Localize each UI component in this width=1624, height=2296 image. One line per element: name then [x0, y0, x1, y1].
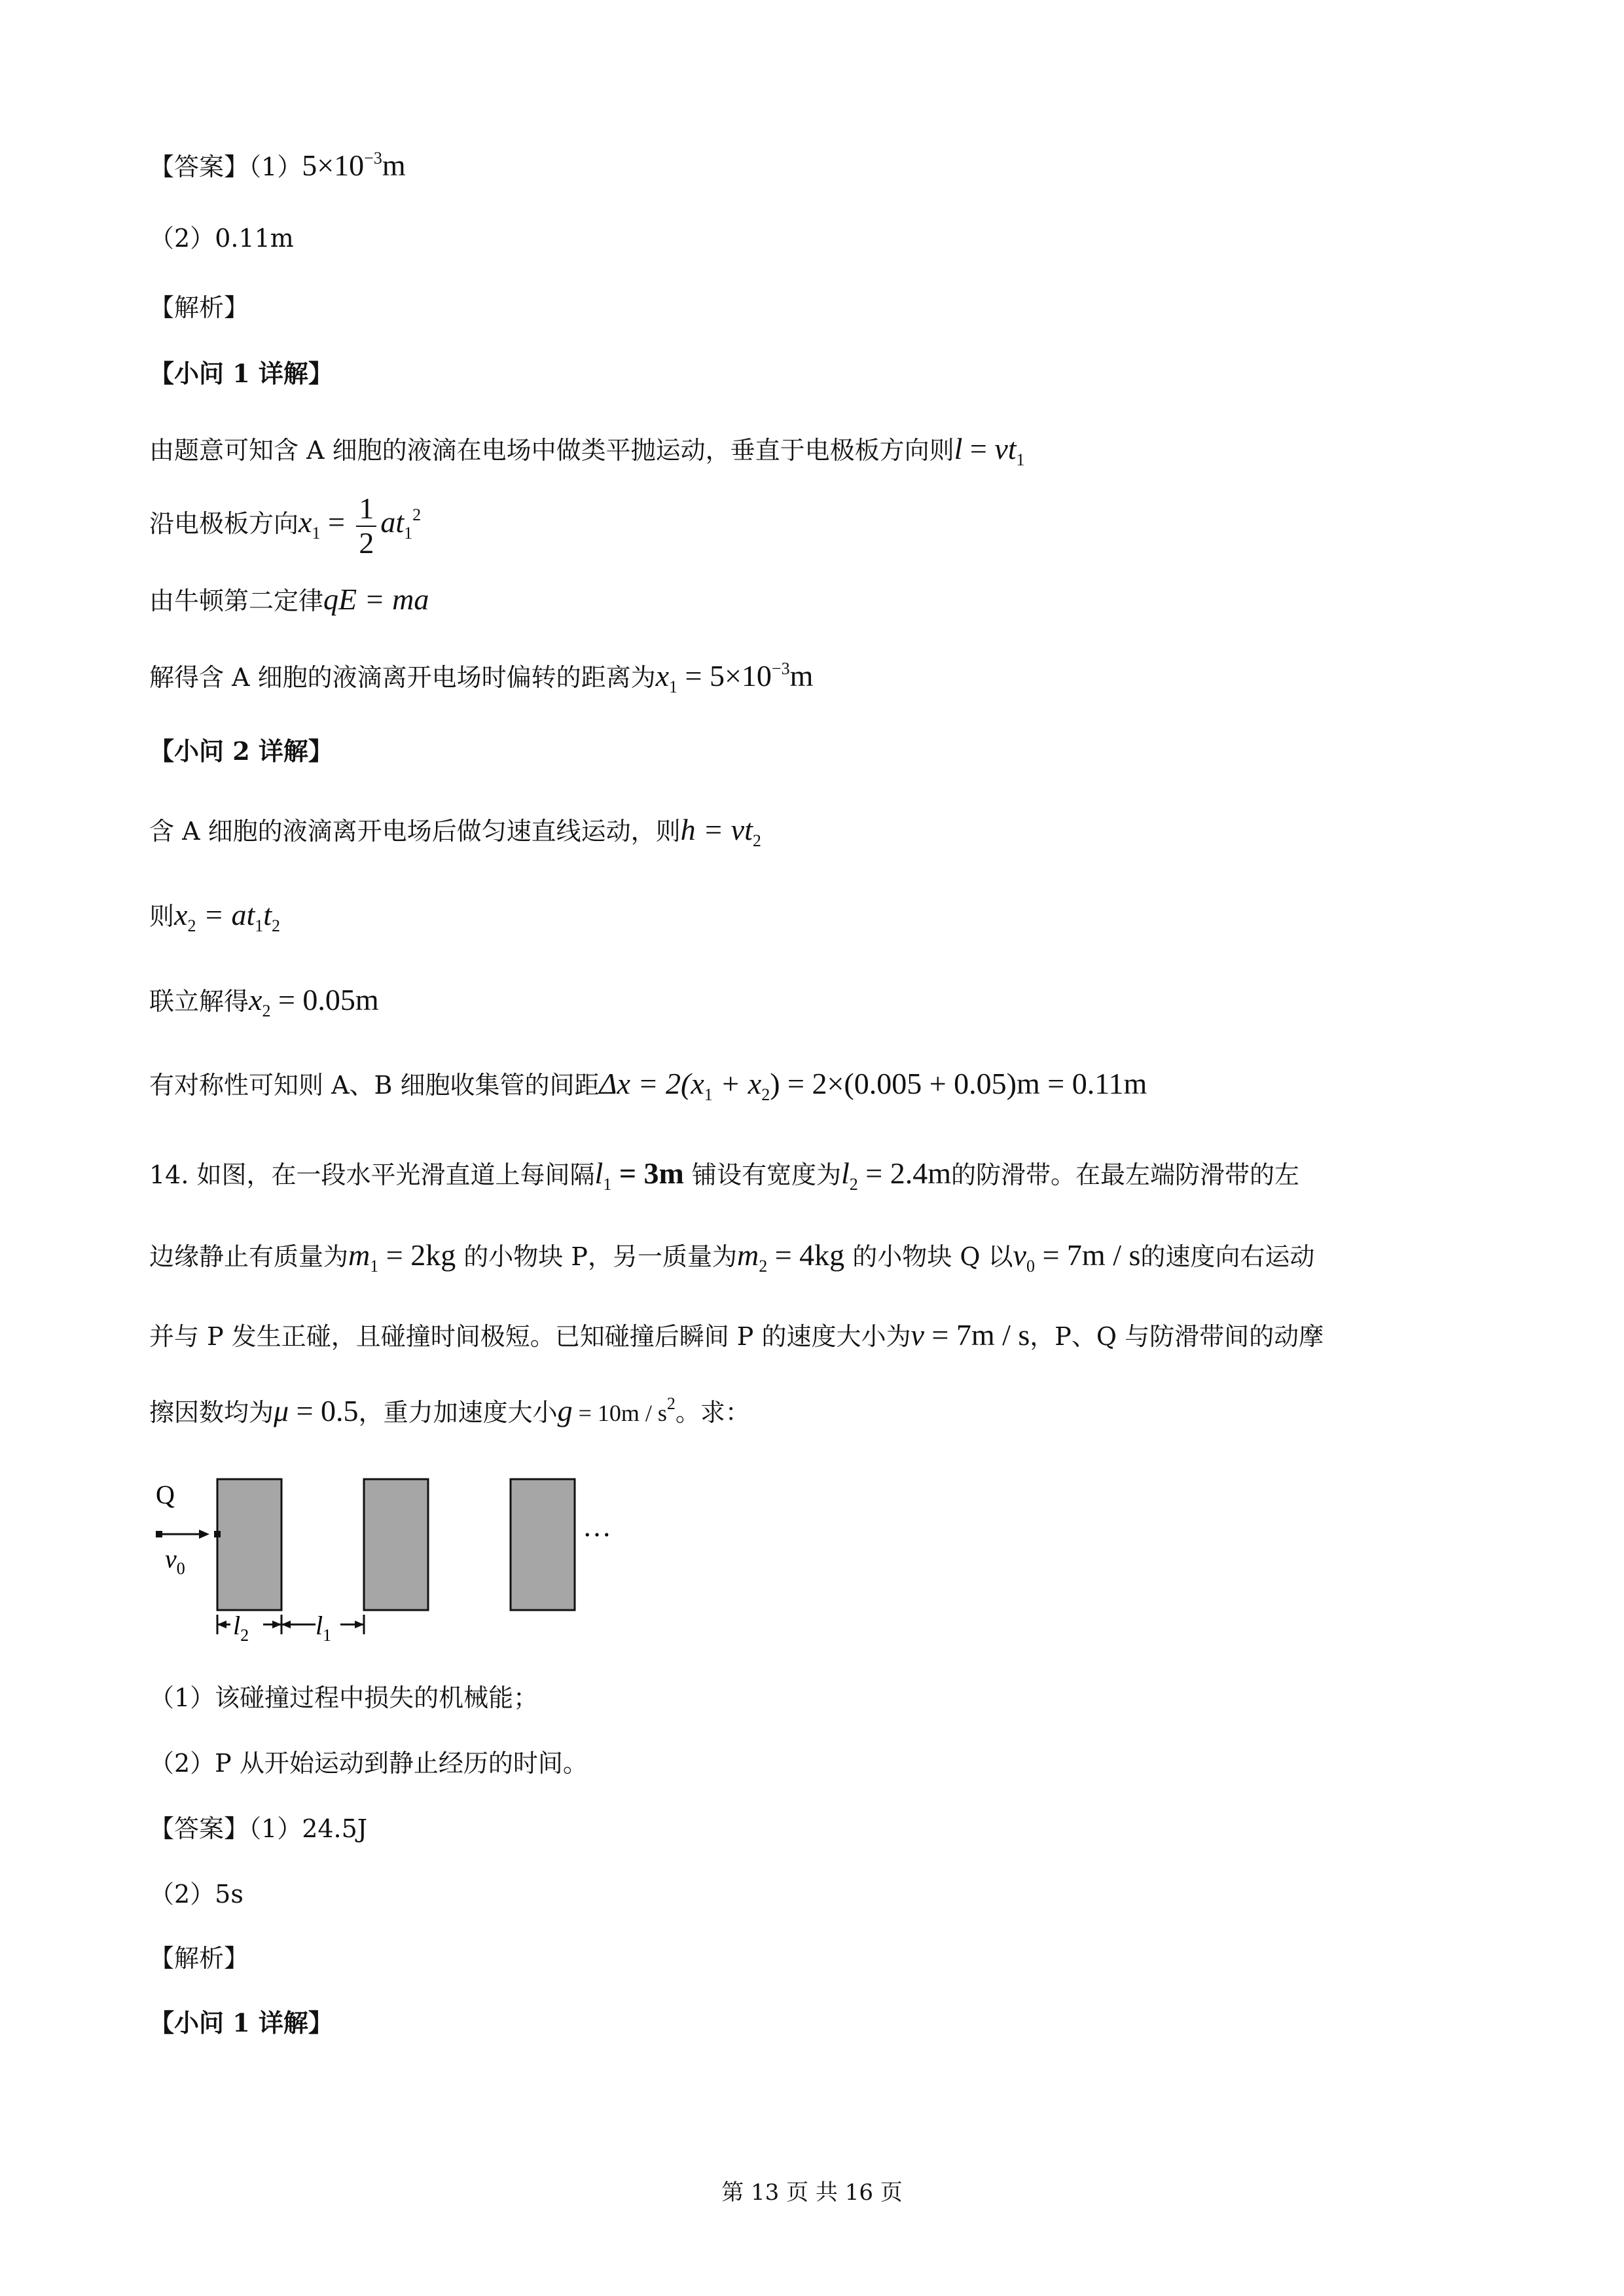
subquestion-2-heading: 【小问 2 详解】 [149, 736, 333, 766]
velocity-arrow-head [199, 1530, 209, 1539]
question-number: 14. [149, 1160, 189, 1189]
q14-line-4: 擦因数均为μ = 0.5，重力加速度大小$g = 10m / s^2$。求： [149, 1394, 750, 1427]
dim-l2-left-head [217, 1621, 226, 1628]
answer-line-1: 【答案】$(1)5\times 10^{-3}m$ [149, 149, 406, 182]
ellipsis: … [583, 1511, 611, 1543]
friction-strip-3 [511, 1479, 575, 1610]
fraction-one-half: $\frac{1}{2}$ [356, 492, 376, 560]
q14-subquestion-1-heading: 【小问 1 详解】 [149, 2008, 333, 2037]
solution-line-3: 由牛顿第二定律qE = ma [149, 583, 429, 616]
q14-ask-2: （2）P 从开始运动到静止经历的时间。 [149, 1749, 588, 1778]
dim-l1-right-head [355, 1621, 364, 1628]
block-p [214, 1531, 221, 1537]
q14-line-1: 14. 如图，在一段水平光滑直道上每间隔$l_1 = 3m$ 铺设有宽度为$l_2 = 2.4m$的防滑带。在最左端防滑带的左 [149, 1157, 1299, 1194]
solution-line-8: 有对称性可知则 A、B 细胞收集管的间距$\Delta x = 2(x_1 + x_2) = 2\times(0.005 + 0.05)m = 0.11m$ [149, 1067, 1147, 1104]
analysis-label: 【解析】 [149, 293, 249, 322]
q14-analysis-label: 【解析】 [149, 1944, 249, 1973]
friction-strip-2 [364, 1479, 428, 1610]
label-q: Q [156, 1480, 175, 1509]
label-l1: $l_1$ [316, 1611, 332, 1645]
q14-line-3: 并与 P 发生正碰，且碰撞时间极短。已知碰撞后瞬间 P 的速度大小为v = 7m / s，P、Q 与防滑带间的动摩 [149, 1318, 1324, 1352]
page-footer: 第 13 页 共 16 页 [721, 2179, 903, 2206]
q14-answer-1: 【答案】（1）24.5J [149, 1814, 368, 1843]
q14-line-2: 边缘静止有质量为$m_1 = 2kg$ 的小物块 P，另一质量为$m_2 = 4kg$ 的小物块 Q 以$v_0 = 7m / s$的速度向右运动 [149, 1238, 1315, 1276]
label-v0: $v_0$ [165, 1544, 185, 1578]
label-l2: $l_2$ [233, 1611, 249, 1645]
friction-strip-diagram [144, 1463, 641, 1659]
solution-line-2: 沿电极板方向$x_1$ = $\frac{1}{2}$ $at_1^2$ [149, 492, 422, 560]
q14-answer-2: （2）5s [149, 1880, 244, 1909]
solution-line-4: 解得含 A 细胞的液滴离开电场时偏转的距离为$x_1 = 5\times 10^{-3}m$ [149, 659, 814, 696]
solution-line-1: 由题意可知含 A 细胞的液滴在电场中做类平抛运动，垂直于电极板方向则$l = vt_1$ [149, 432, 1025, 469]
dim-l2-right-head [272, 1621, 281, 1628]
block-q [156, 1531, 162, 1537]
answer-label: 【答案】 [149, 152, 249, 181]
solution-line-5: 含 A 细胞的液滴离开电场后做匀速直线运动，则$h = vt_2$ [149, 813, 761, 850]
dim-l1-left-head [281, 1621, 291, 1628]
friction-strip-1 [217, 1479, 281, 1610]
q14-ask-1: （1）该碰撞过程中损失的机械能； [149, 1683, 539, 1712]
solution-line-6: 则$x_2 = at_1t_2$ [149, 898, 281, 935]
solution-line-7: 联立解得$x_2 = 0.05m$ [149, 983, 379, 1020]
subquestion-1-heading: 【小问 1 详解】 [149, 359, 333, 388]
answer-line-2: （2）0.11m [149, 224, 294, 253]
